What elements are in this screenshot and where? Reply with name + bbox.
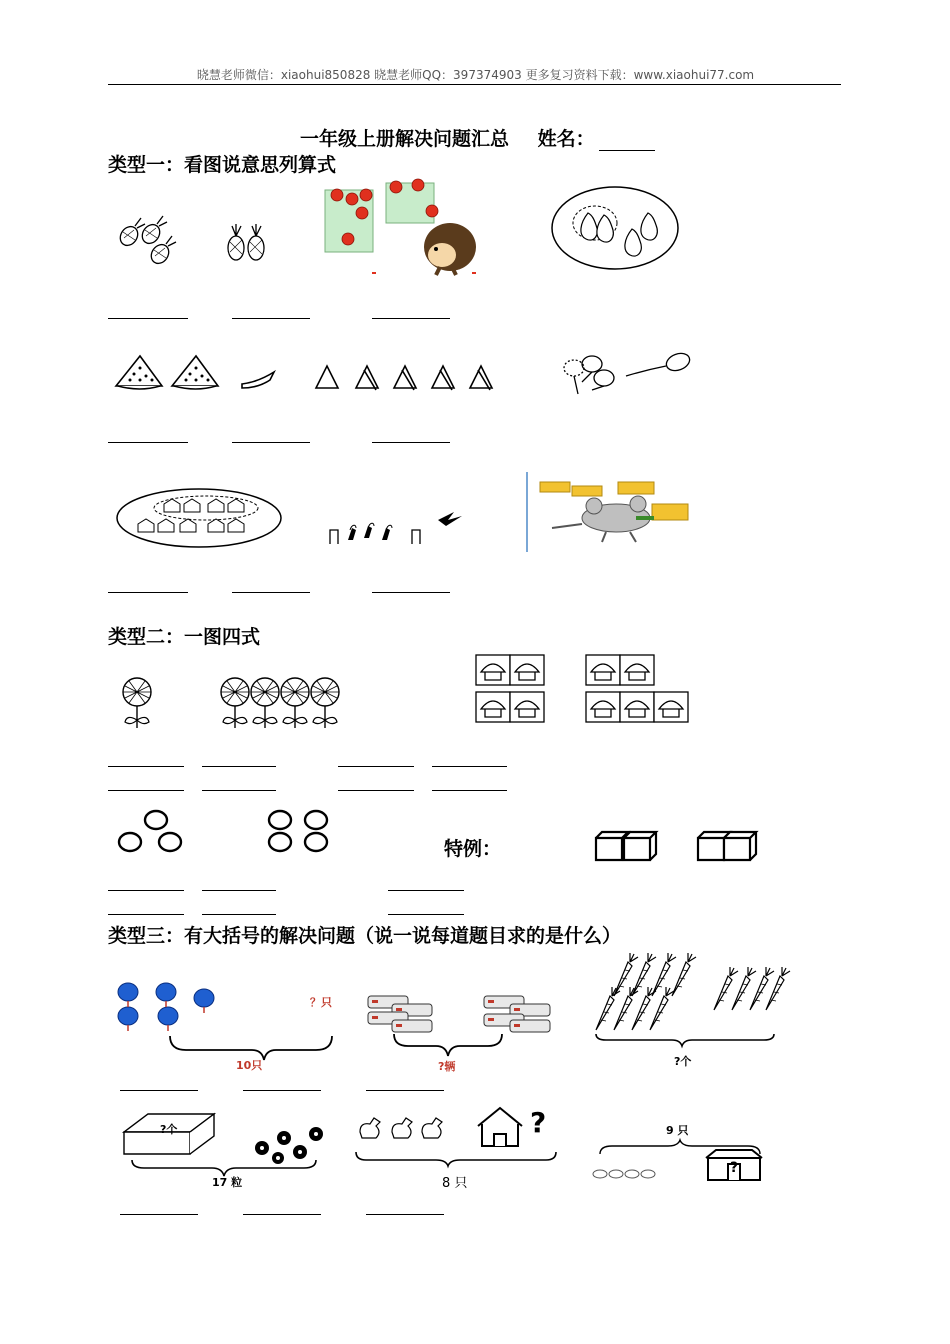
title-text: 一年级上册解决问题汇总 [300,128,510,150]
answer-blank[interactable] [232,442,310,443]
answer-blank[interactable] [372,442,450,443]
name-label: 姓名： [537,128,595,150]
birds-house-question-mark: ? [730,1160,739,1176]
triangles-icon [312,362,497,392]
worksheet-title [300,124,655,151]
answer-blank[interactable] [120,1090,198,1091]
apples-hedgehog-picture [322,175,482,280]
answer-blank[interactable] [108,442,188,443]
pears-oval-picture [550,185,680,271]
mushroom-grid-right [585,654,689,724]
carrots-picture [588,952,788,1047]
cubes-pair-left [594,830,658,862]
answer-blank[interactable] [432,790,507,791]
header-divider [108,84,841,85]
house-question-mark: ? [530,1106,547,1139]
carrots-unknown-label: ?个 [674,1055,692,1068]
circles-four-icon [264,808,334,856]
answer-blank[interactable] [432,766,507,767]
birds-on-wire-picture [326,500,476,550]
watermelon-slices-icon [112,352,222,392]
answer-blank[interactable] [202,766,276,767]
page-header: 晓慧老师微信：xiaohui850828 晓慧老师QQ：397374903 更多复习资料下载：www.xiaohui77.com [196,68,755,82]
answer-blank[interactable] [108,766,184,767]
answer-blank[interactable] [388,914,464,915]
blue-balloons-picture [112,980,337,1070]
name-blank[interactable] [599,132,655,151]
answer-blank[interactable] [388,890,464,891]
answer-blank[interactable] [372,318,450,319]
section-type2-heading: 类型二：一图四式 [108,626,261,648]
ducks-house-picture [352,1102,552,1166]
answer-blank[interactable] [202,790,276,791]
answer-blank[interactable] [366,1090,444,1091]
section-type3-heading: 类型三：有大括号的解决问题（说一说每道题目求的是什么） [108,925,622,947]
answer-blank[interactable] [202,890,276,891]
answer-blank[interactable] [338,766,414,767]
answer-blank[interactable] [366,1214,444,1215]
special-case-label: 特例： [444,838,502,860]
mushroom-grid-left [475,654,547,724]
answer-blank[interactable] [108,914,184,915]
answer-blank[interactable] [372,592,450,593]
eaten-watermelon-icon [240,368,276,388]
beads-total-label: 17 粒 [212,1176,243,1189]
balloons-unknown-label: ？只 [310,996,332,1009]
answer-blank[interactable] [243,1090,321,1091]
box-unknown-label: ?个 [160,1123,178,1136]
section-type1-heading: 类型一：看图说意思列算式 [108,154,337,176]
answer-blank[interactable] [108,790,184,791]
answer-blank[interactable] [108,592,188,593]
answer-blank[interactable] [108,318,188,319]
cubes-pair-right [696,830,758,862]
circles-three-icon [114,808,186,856]
answer-blank[interactable] [243,1214,321,1215]
answer-blank[interactable] [232,318,310,319]
answer-blank[interactable] [338,790,414,791]
ducks-total-label: 8 只 [442,1176,468,1191]
mouse-cheese-picture [526,472,698,552]
answer-blank[interactable] [120,1214,198,1215]
houses-oval-picture [114,486,284,550]
answer-blank[interactable] [202,914,276,915]
answer-blank[interactable] [232,592,310,593]
pineapples-three-icon [115,212,190,272]
cars-picture [364,990,559,1065]
birds-total-label: 9 只 [666,1124,689,1137]
pineapples-two-icon [222,218,272,268]
cars-unknown-label: ?辆 [438,1060,456,1073]
answer-blank[interactable] [108,890,184,891]
balloons-icon [560,350,695,400]
balloons-total-label: 10只 [236,1059,263,1072]
sunflowers-picture [115,676,355,728]
